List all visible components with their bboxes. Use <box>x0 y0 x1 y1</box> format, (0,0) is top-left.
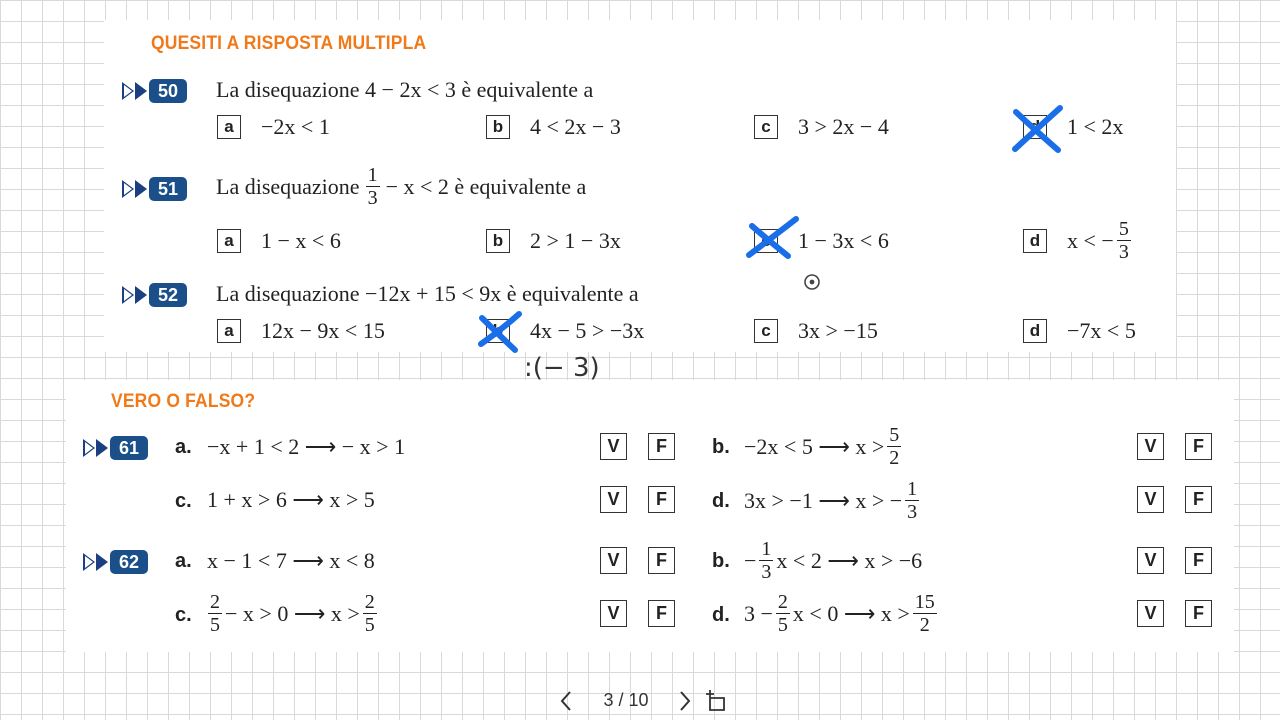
true-false-title: VERO O FALSO? <box>111 391 256 412</box>
exercise-number: 50 <box>149 79 187 103</box>
option-d[interactable] <box>1023 218 1134 263</box>
false-button[interactable]: F <box>1185 433 1212 460</box>
exercise-number: 52 <box>149 283 187 307</box>
fraction-numerator: 2 <box>210 591 220 613</box>
item-label: b. <box>712 436 730 458</box>
item-expr <box>744 424 904 469</box>
option-a[interactable] <box>217 318 385 344</box>
question-text: La disequazione 4 − 2x < 3 è equivalente a <box>216 77 594 102</box>
option-a[interactable] <box>217 114 330 140</box>
option-letter: c <box>754 115 778 139</box>
true-button[interactable]: V <box>1137 433 1164 460</box>
option-c[interactable] <box>754 114 889 140</box>
play-outline-icon <box>122 180 134 198</box>
exercise-number: 61 <box>110 436 148 460</box>
fraction-numerator: 2 <box>364 591 375 613</box>
fraction-denominator: 5 <box>777 614 788 636</box>
option-b[interactable] <box>486 318 644 344</box>
fraction <box>363 591 377 636</box>
option-expr: 3 > 2x − 4 <box>798 114 889 139</box>
exercise-marker <box>122 79 187 103</box>
expr-part: − x > 0 ⟶ x > <box>225 600 360 626</box>
option-letter: b <box>486 319 510 343</box>
option-b[interactable] <box>486 114 621 140</box>
item-label: d. <box>712 490 730 512</box>
fraction-denominator: 2 <box>889 447 900 469</box>
play-outline-icon <box>83 439 95 457</box>
fraction-denominator: 3 <box>907 501 918 523</box>
pagination-bar <box>0 686 1280 718</box>
expr-part: 3 − <box>744 600 773 626</box>
item-label: c. <box>175 490 192 512</box>
option-letter: d <box>1023 319 1047 343</box>
option-b[interactable] <box>486 228 621 254</box>
option-letter: b <box>486 115 510 139</box>
option-expr: 2 > 1 − 3x <box>530 228 621 253</box>
question-text: La disequazione −12x + 15 < 9x è equivalente a <box>216 281 639 306</box>
question-text <box>216 164 586 209</box>
option-letter: d <box>1023 115 1047 139</box>
play-outline-icon <box>122 286 134 304</box>
fraction-numerator: 2 <box>777 591 788 613</box>
item-expr <box>744 478 922 523</box>
exercise-marker <box>83 436 148 460</box>
item-label: b. <box>712 550 730 572</box>
item-expr <box>744 591 940 636</box>
handwritten-note: :(− 3) <box>524 353 600 383</box>
true-button[interactable]: V <box>600 486 627 513</box>
exercise-marker <box>122 177 187 201</box>
fraction-numerator: 5 <box>1118 218 1129 240</box>
fraction <box>776 591 790 636</box>
expr-part: x < 2 ⟶ x > −6 <box>776 547 923 573</box>
expr-part: x < 0 ⟶ x > <box>792 600 910 626</box>
question-text-after: − x < 2 è equivalente a <box>385 173 587 199</box>
false-button[interactable]: F <box>1185 486 1212 513</box>
true-button[interactable]: V <box>600 547 627 574</box>
option-expr: 4x − 5 > −3x <box>530 318 645 343</box>
false-button[interactable]: F <box>648 433 675 460</box>
item-label: a. <box>175 436 192 458</box>
option-expr: 1 < 2x <box>1067 114 1124 139</box>
option-c[interactable] <box>754 228 889 254</box>
false-button[interactable]: F <box>648 547 675 574</box>
exercise-marker <box>122 283 187 307</box>
fraction <box>759 538 773 583</box>
fraction <box>1117 218 1131 263</box>
true-button[interactable]: V <box>600 600 627 627</box>
exercise-number: 62 <box>110 550 148 574</box>
play-icon <box>135 180 147 198</box>
item-expr: 1 + x > 6 ⟶ x > 5 <box>207 487 375 512</box>
fraction-numerator: 5 <box>889 424 900 446</box>
play-outline-icon <box>122 82 134 100</box>
fraction-denominator: 2 <box>919 614 930 636</box>
fraction <box>366 164 380 209</box>
option-d[interactable] <box>1023 114 1123 140</box>
fraction <box>887 424 901 469</box>
play-icon <box>135 82 147 100</box>
fraction-denominator: 5 <box>364 614 375 636</box>
option-expr: −2x < 1 <box>261 114 330 139</box>
multiple-choice-title: QUESITI A RISPOSTA MULTIPLA <box>151 33 427 54</box>
item-label: c. <box>175 604 192 626</box>
option-letter: a <box>217 115 241 139</box>
option-a[interactable] <box>217 228 341 254</box>
option-expr: −7x < 5 <box>1067 318 1136 343</box>
exercise-marker <box>83 550 148 574</box>
option-letter: a <box>217 229 241 253</box>
fraction-numerator: 1 <box>761 538 772 560</box>
item-expr <box>744 538 922 583</box>
false-button[interactable]: F <box>1185 547 1212 574</box>
next-page-icon[interactable] <box>672 688 698 714</box>
option-expr: x < − <box>1067 227 1114 253</box>
true-button[interactable]: V <box>1137 547 1164 574</box>
option-c[interactable] <box>754 318 878 344</box>
option-letter: b <box>486 229 510 253</box>
option-letter: c <box>754 229 778 253</box>
true-button[interactable]: V <box>600 433 627 460</box>
false-button[interactable]: F <box>648 486 675 513</box>
fraction-numerator: 1 <box>367 164 378 186</box>
expr-part: − <box>744 547 757 573</box>
true-button[interactable]: V <box>1137 600 1164 627</box>
option-letter: d <box>1023 229 1047 253</box>
option-d[interactable] <box>1023 318 1136 344</box>
option-expr: 1 − x < 6 <box>261 228 341 253</box>
item-expr <box>205 591 380 636</box>
exercise-number: 51 <box>149 177 187 201</box>
fraction-denominator: 3 <box>1118 241 1129 263</box>
fraction-denominator: 5 <box>210 614 220 636</box>
item-label: a. <box>175 550 192 572</box>
fraction-numerator: 15 <box>914 591 935 613</box>
option-expr: 3x > −15 <box>798 318 878 343</box>
expr-part: 3x > −1 ⟶ x > − <box>744 487 903 513</box>
fraction-numerator: 1 <box>907 478 918 500</box>
item-expr: −x + 1 < 2 ⟶ − x > 1 <box>207 434 406 459</box>
option-expr: 12x − 9x < 15 <box>261 318 385 343</box>
add-page-icon[interactable] <box>702 688 728 714</box>
option-expr: 1 − 3x < 6 <box>798 228 889 253</box>
item-label: d. <box>712 604 730 626</box>
fraction-denominator: 3 <box>367 187 378 209</box>
play-icon <box>96 439 108 457</box>
true-button[interactable]: V <box>1137 486 1164 513</box>
false-button[interactable]: F <box>1185 600 1212 627</box>
item-expr: x − 1 < 7 ⟶ x < 8 <box>207 548 375 573</box>
option-letter: a <box>217 319 241 343</box>
play-outline-icon <box>83 553 95 571</box>
expr-part: −2x < 5 ⟶ x > <box>744 433 885 459</box>
false-button[interactable]: F <box>648 600 675 627</box>
previous-page-icon[interactable] <box>554 688 580 714</box>
option-expr: 4 < 2x − 3 <box>530 114 621 139</box>
fraction-denominator: 3 <box>761 561 772 583</box>
fraction <box>905 478 919 523</box>
page-indicator: 3 / 10 <box>603 690 649 710</box>
play-icon <box>96 553 108 571</box>
question-text-before: La disequazione <box>216 173 360 199</box>
fraction <box>208 591 222 636</box>
play-icon <box>135 286 147 304</box>
option-letter: c <box>754 319 778 343</box>
fraction <box>913 591 937 636</box>
